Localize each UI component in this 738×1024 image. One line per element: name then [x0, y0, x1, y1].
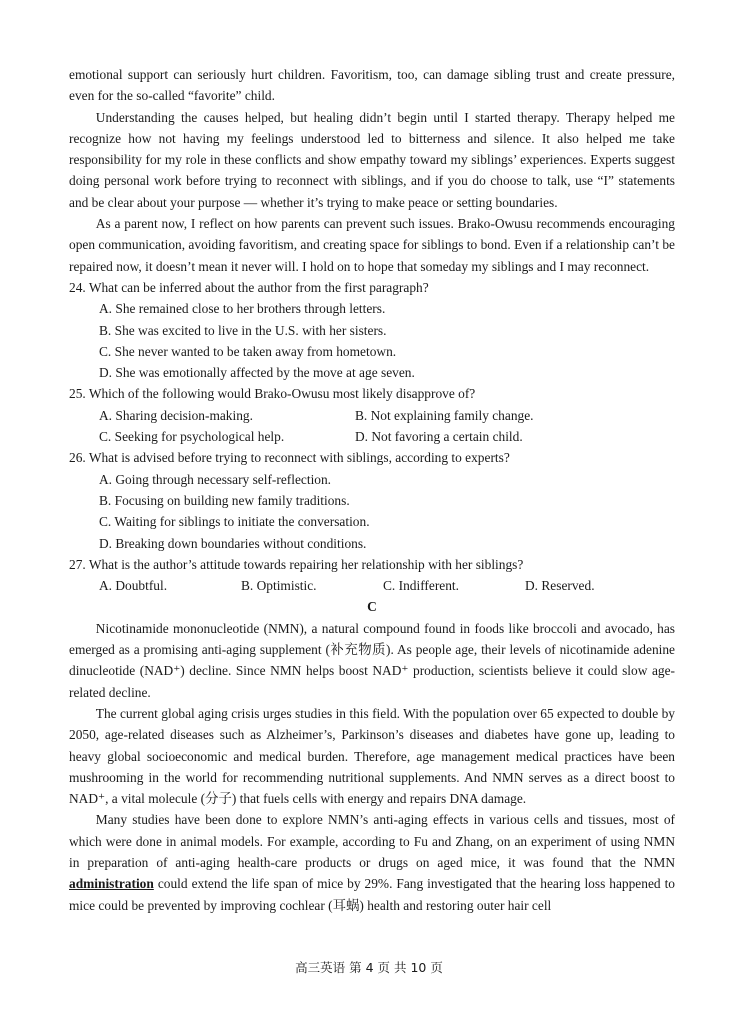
underlined-word-administration: administration	[69, 876, 154, 892]
question-24	[69, 277, 675, 383]
question-27-option-b: B. Optimistic.	[241, 578, 317, 594]
page-footer: 高三英语 第 4 页 共 10 页	[295, 960, 443, 975]
question-26-option-c: C. Waiting for siblings to initiate the conversation.	[99, 514, 370, 530]
question-24-option-a: A. She remained close to her brothers through letters.	[99, 301, 386, 317]
question-26	[69, 447, 675, 553]
passage-c-heading: C	[367, 599, 377, 615]
question-27	[69, 554, 675, 597]
question-26-stem: 26. What is advised before trying to reconnect with siblings, according to experts?	[69, 450, 510, 466]
question-26-option-b: B. Focusing on building new family traditions.	[99, 492, 350, 508]
question-25-stem: 25. Which of the following would Brako-Owusu most likely disapprove of?	[69, 386, 476, 402]
question-25-option-b: B. Not explaining family change.	[355, 407, 534, 423]
question-27-stem: 27. What is the author’s attitude towards repairing her relationship with her siblings?	[69, 556, 524, 572]
question-24-option-c: C. She never wanted to be taken away from hometown.	[99, 343, 397, 359]
passage-b-paragraph-parent: As a parent now, I reflect on how parents can prevent such issues. Brako-Owusu recommends encouraging open communication, avoiding favoritism, and creating space for siblings to bond. Even if a relationship can’t be repaired now, it doesn’t mean it never will. I hold on to hope that someday my siblings and I may reconnect.	[69, 216, 675, 274]
question-25-option-a: A. Sharing decision-making.	[99, 407, 253, 423]
question-24-stem: 24. What can be inferred about the author from the first paragraph?	[69, 279, 429, 295]
passage-c-paragraph-2: The current global aging crisis urges studies in this field. With the population over 65 expected to double by 2050, age-related diseases such as Alzheimer’s, Parkinson’s diseases and diabetes have gone up, leading to heavy global socioeconomic and medical burden. Therefore, age management medical practices have been mushrooming in the world for recommending nutritional supplements. And NMN serves as a direct boost to NAD⁺, a vital molecule (分子) that fuels cells with energy and repairs DNA damage.	[69, 705, 675, 807]
question-25-option-c: C. Seeking for psychological help.	[99, 429, 285, 445]
question-27-option-c: C. Indifferent.	[383, 578, 459, 594]
passage-c-paragraph-3-end: could extend the life span of mice by 29%. Fang investigated that the hearing loss happened to mice could be prevented by improving cochlear (耳蜗) health and restoring outer hair cell	[69, 876, 675, 913]
question-27-options	[69, 575, 675, 596]
passage-b-paragraph-therapy: Understanding the causes helped, but healing didn’t begin until I started therapy. Therapy helped me recognize how not having my feelings understood led to bitterness and silence. It also helped me take responsibility for my role in these conflicts and show empathy toward my siblings’ experiences. Experts suggest doing personal work before trying to reconnect with siblings, and if you do choose to talk, use “I” statements and be clear about your purpose — whether it’s trying to make peace or setting boundaries.	[69, 109, 675, 210]
question-27-option-d: D. Reserved.	[525, 578, 595, 594]
question-26-option-a: A. Going through necessary self-reflection.	[99, 471, 332, 487]
passage-b-paragraph-end: emotional support can seriously hurt children. Favoritism, too, can damage sibling trust and create pressure, even for the so-called “favorite” child.	[69, 67, 675, 104]
question-25	[69, 383, 675, 447]
question-24-option-d: D. She was emotionally affected by the move at age seven.	[99, 365, 415, 381]
passage-c-paragraph-1: Nicotinamide mononucleotide (NMN), a natural compound found in foods like broccoli and avocado, has emerged as a promising anti-aging supplement (补充物质). As people age, their levels of nicotinamide adenine dinucleotide (NAD⁺) decline. Since NMN helps boost NAD⁺ production, scientists believe it could slow age-related decline.	[69, 620, 675, 700]
question-27-option-a: A. Doubtful.	[99, 578, 168, 594]
passage-c-paragraph-3	[69, 809, 675, 915]
question-26-option-d: D. Breaking down boundaries without conditions.	[99, 535, 367, 551]
passage-c-paragraph-3-start: Many studies have been done to explore NMN’s anti-aging effects in various cells and tissues, most of which were done in animal models. For example, according to Fu and Zhang, on an experiment of using NMN in preparation of anti-aging health-care products or drugs on aged mice, it was found that the NMN	[69, 812, 675, 870]
question-25-options	[69, 405, 675, 448]
question-24-option-b: B. She was excited to live in the U.S. with her sisters.	[99, 322, 387, 338]
question-25-option-d: D. Not favoring a certain child.	[355, 429, 523, 445]
